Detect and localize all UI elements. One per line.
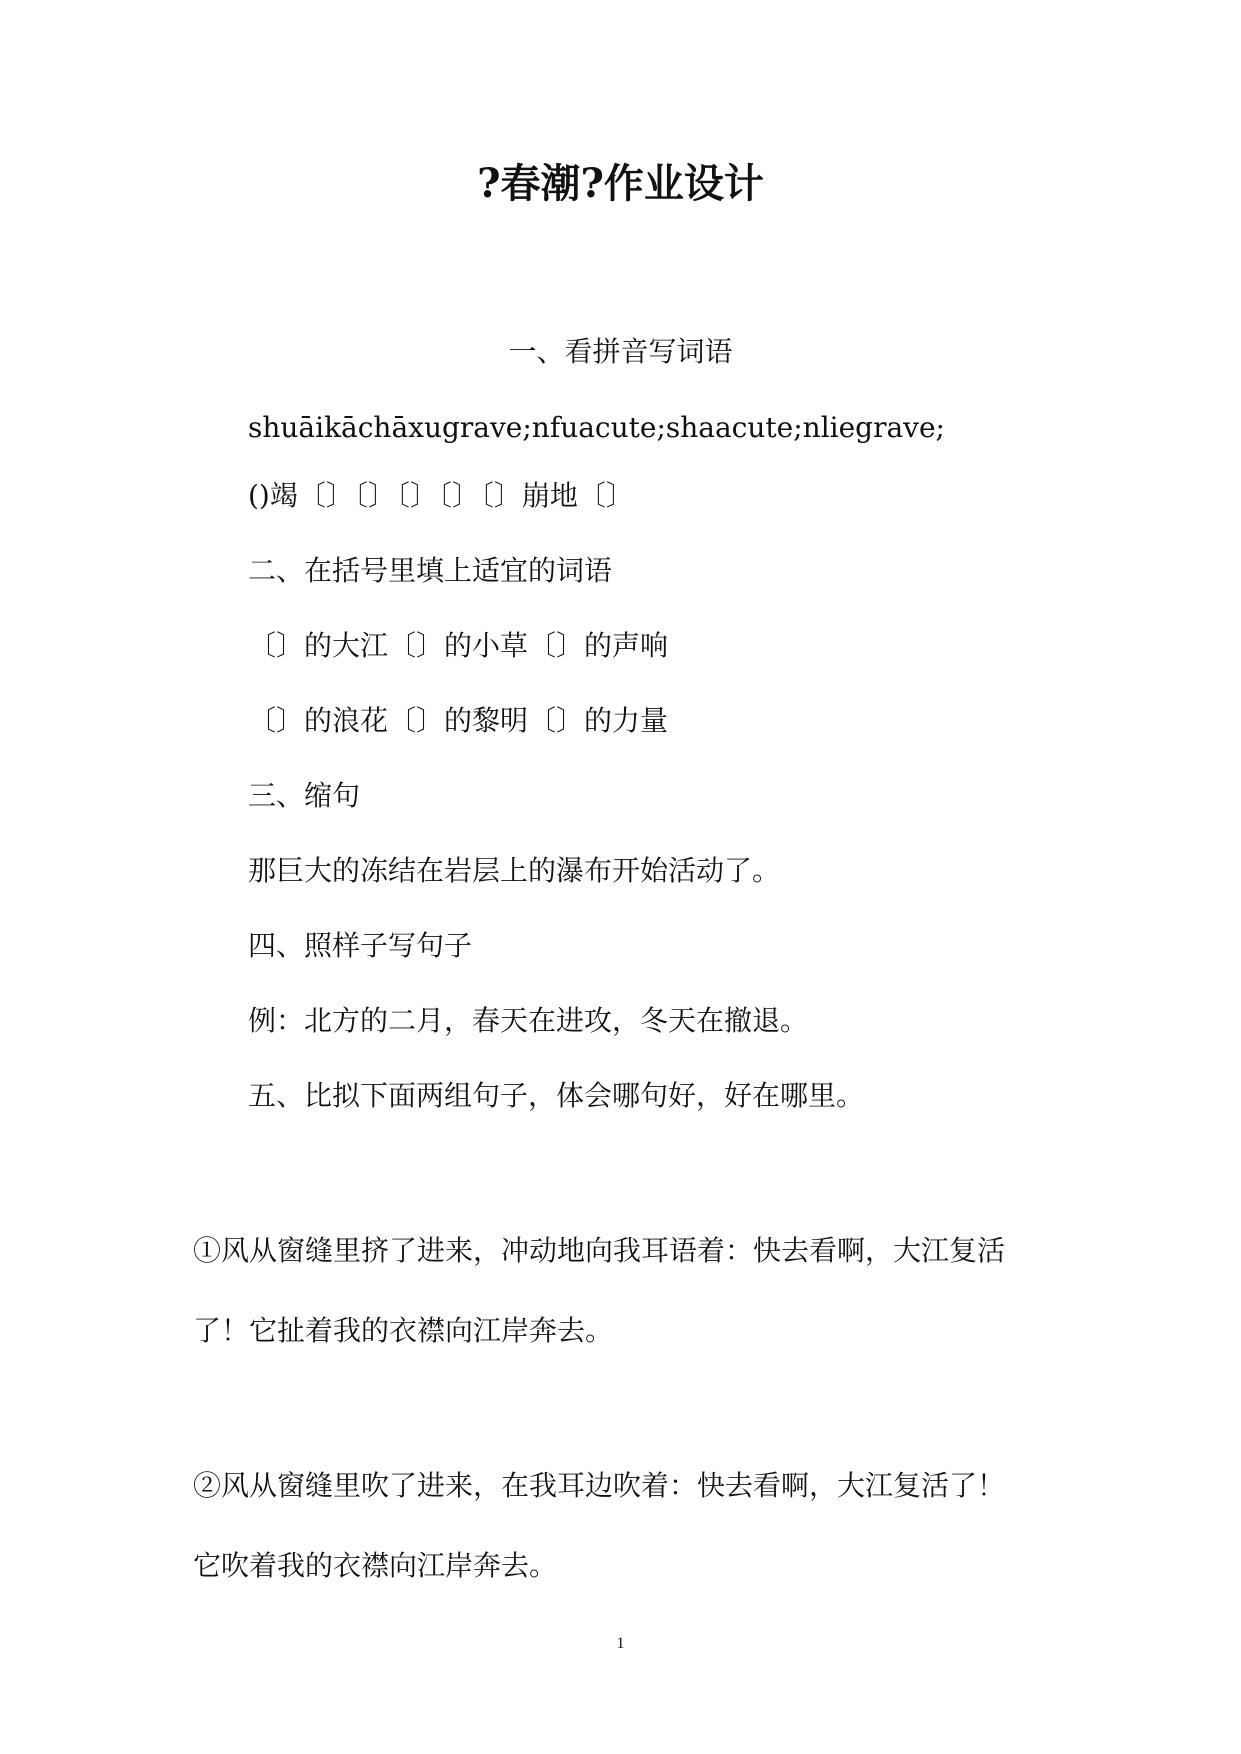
document-title: ?春潮?作业设计 <box>477 160 764 207</box>
section-4-heading: 四、照样子写句子 <box>248 929 473 962</box>
section-5-item-1-line-1: ①风从窗缝里挤了进来，冲动地向我耳语着：快去看啊，大江复活 <box>193 1234 1006 1267</box>
section-2-line-2: 〔〕的浪花〔〕的黎明〔〕的力量 <box>248 704 669 737</box>
section-5-item-2-line-1: ②风从窗缝里吹了进来，在我耳边吹着：快去看啊，大江复活了！ <box>193 1469 1006 1502</box>
section-1-blanks: ()竭〔〕〔〕〔〕〔〕〔〕崩地〔〕 <box>248 479 634 512</box>
section-1-heading: 一、看拼音写词语 <box>508 335 733 368</box>
section-1-pinyin: shuāikāchāxugrave;nfuacute;shaacute;nliegrave; <box>248 411 945 444</box>
section-4-example: 例：北方的二月，春天在进攻，冬天在撤退。 <box>248 1004 809 1037</box>
section-5-item-1-line-2: 了！它扯着我的衣襟向江岸奔去。 <box>193 1314 614 1347</box>
section-5-heading: 五、比拟下面两组句子，体会哪句好，好在哪里。 <box>248 1079 865 1112</box>
page-number: 1 <box>616 1635 625 1652</box>
section-5-item-2-line-2: 它吹着我的衣襟向江岸奔去。 <box>193 1549 558 1582</box>
section-3-heading: 三、缩句 <box>248 779 361 812</box>
section-2-line-1: 〔〕的大江〔〕的小草〔〕的声响 <box>248 629 669 662</box>
section-3-sentence: 那巨大的冻结在岩层上的瀑布开始活动了。 <box>248 854 781 887</box>
section-2-heading: 二、在括号里填上适宜的词语 <box>248 554 613 587</box>
